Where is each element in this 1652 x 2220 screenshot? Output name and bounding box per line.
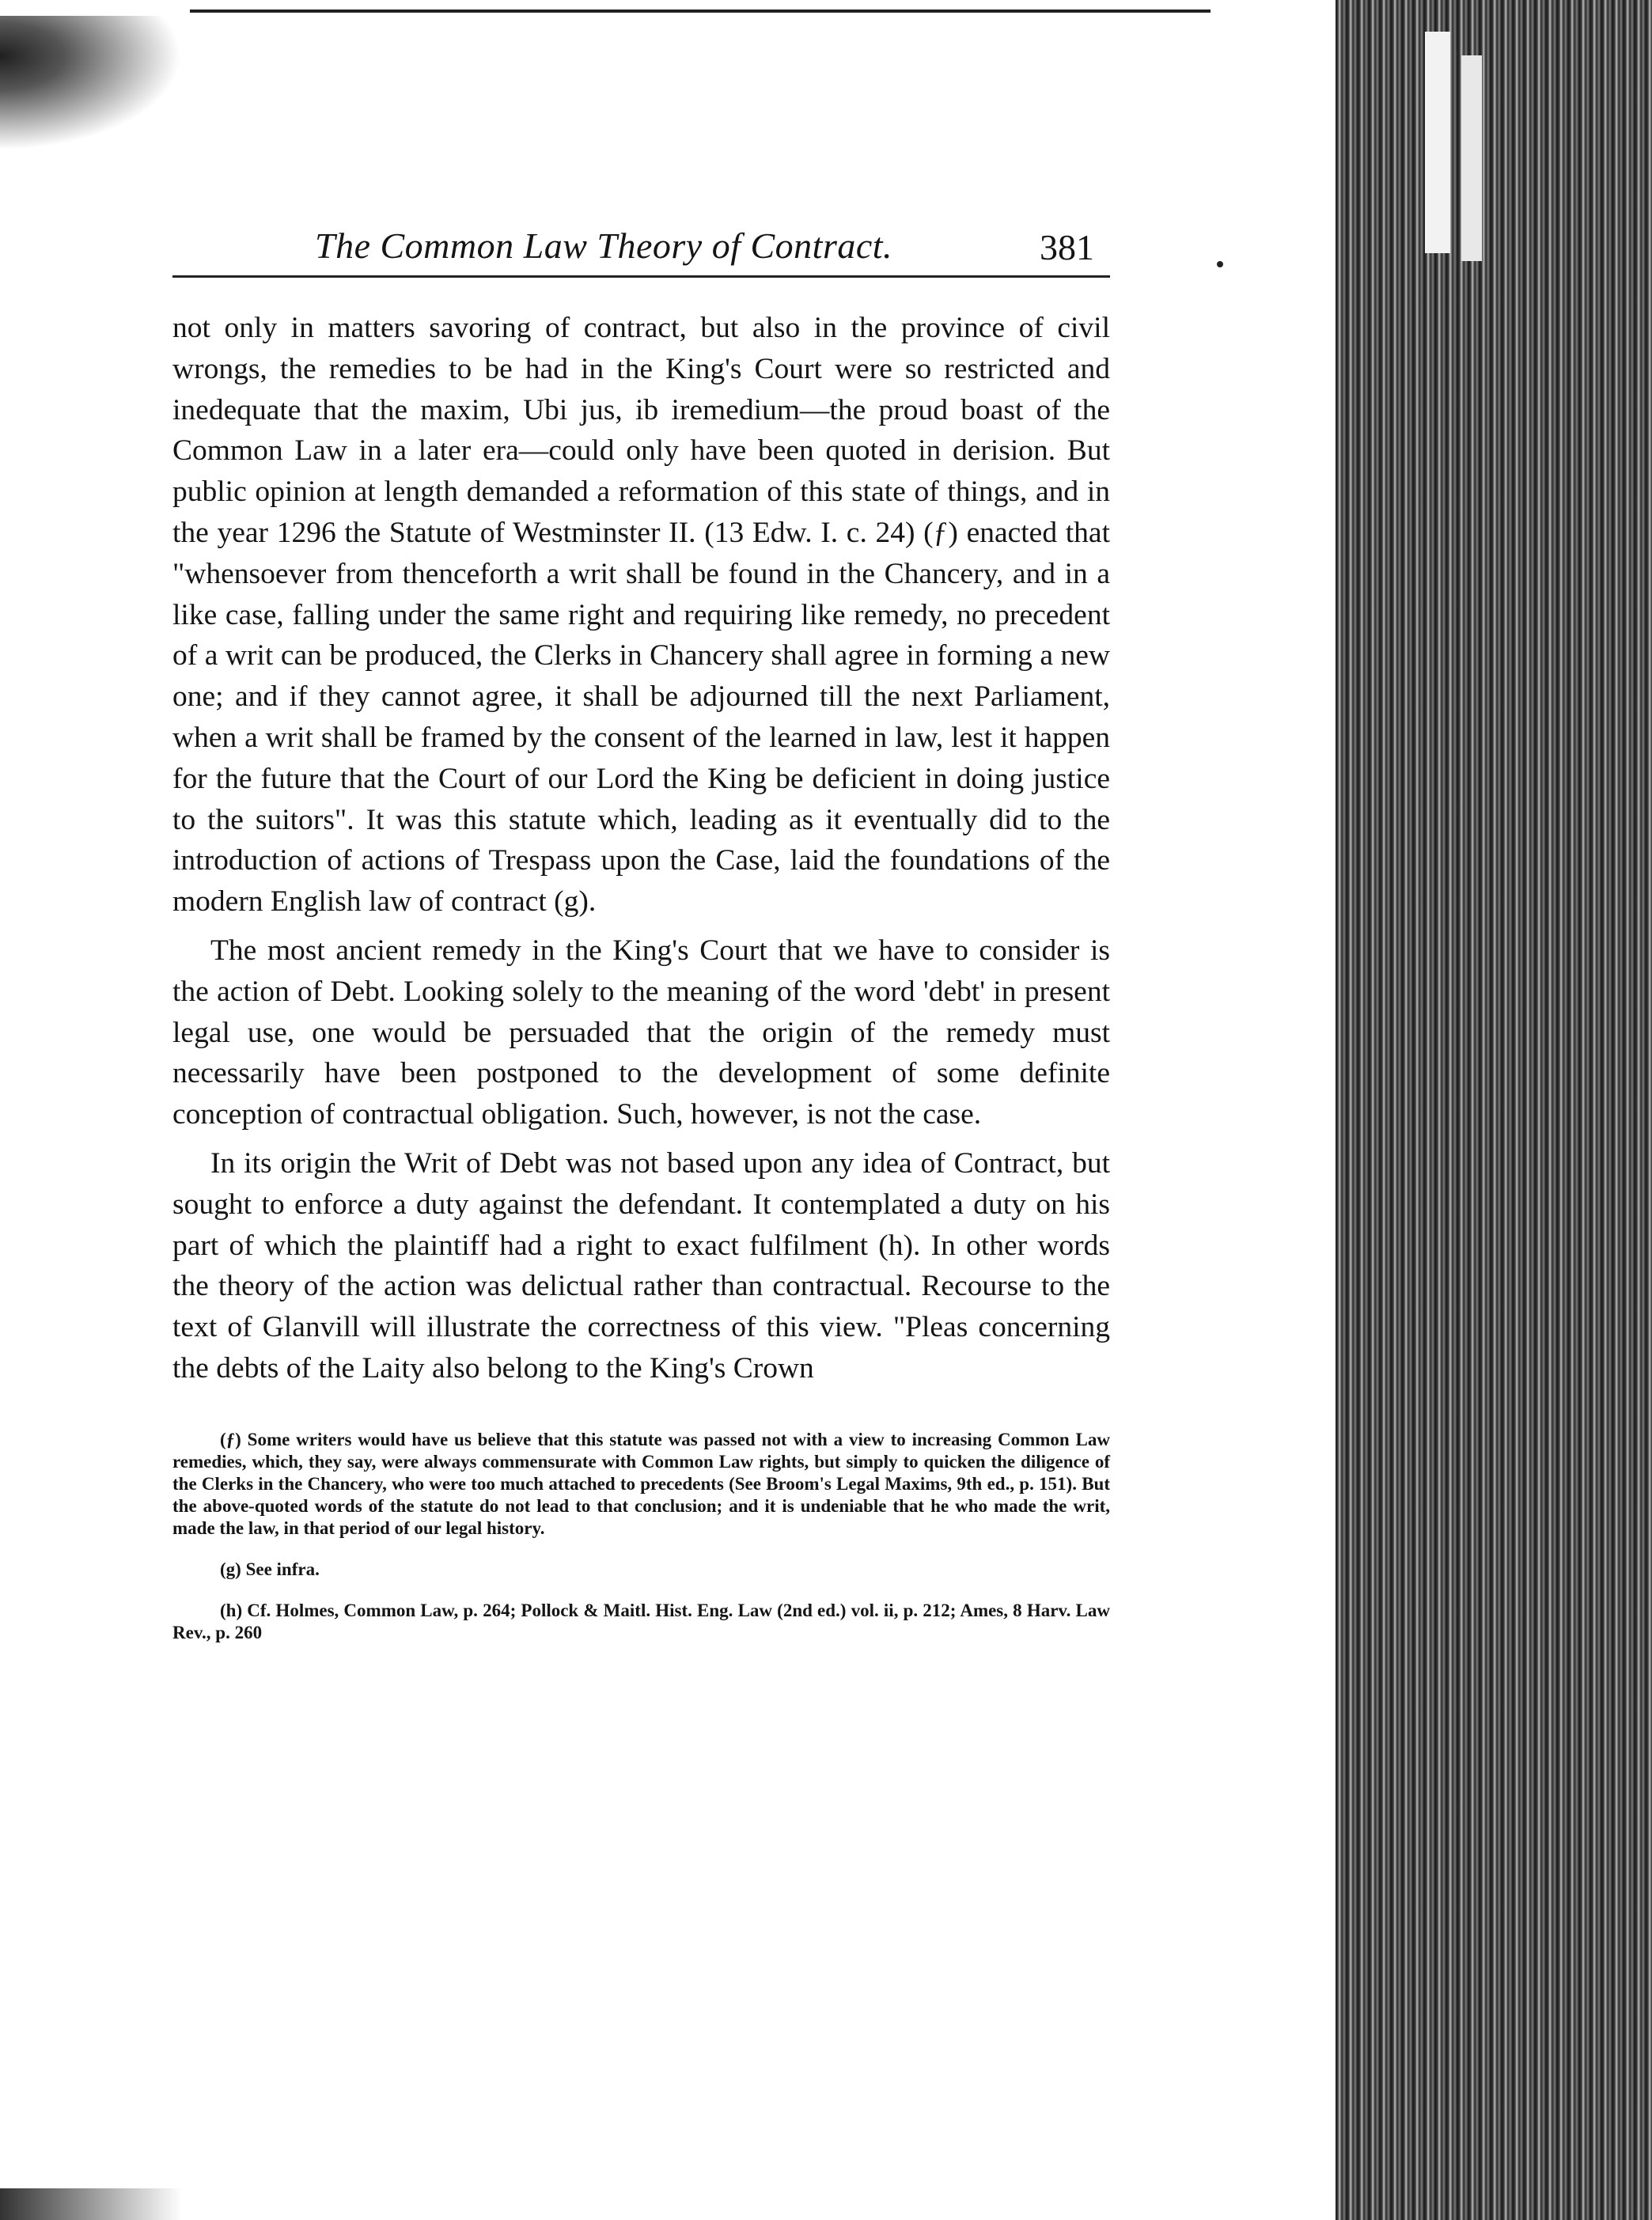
- scan-light-streak: [1425, 32, 1450, 253]
- footnote: (g) See infra.: [220, 1559, 320, 1579]
- body-text: [172, 308, 1110, 1389]
- paragraph: not only in matters savoring of contract, but also in the province of civil wrongs, the remedies to be had in the King's Court were so restricted and inedequate that the maxim, Ubi jus, ib iremedium—the proud boast of the Common Law in a later era—could only have been quoted in derision. But public opinion at length demanded a reformation of this state of things, and in the year 1296 the Statute of Westminster II. (13 Edw. I. c. 24) (ƒ) enacted that "whensoever from thenceforth a writ shall be found in the Chancery, and in a like case, falling under the same right and requiring like remedy, no precedent of a writ can be produced, the Clerks in Chancery shall agree in forming a new one; and if they cannot agree, it shall be adjourned till the next Parliament, when a writ shall be framed by the consent of the learned in law, lest it happen for the future that the Court of our Lord the King be deficient in doing justice to the suitors". It was this statute which, leading as it eventually did to the introduction of actions of Trespass upon the Case, laid the foundations of the modern English law of contract (g).: [172, 312, 1110, 919]
- scan-bottom-shadow: [0, 2188, 182, 2220]
- paragraph: In its origin the Writ of Debt was not based upon any idea of Contract, but sought to enforce a duty against the defendant. It contemplated a duty on his part of which the plaintiff had a right to exact fulfilment (h). In other words the theory of the action was delictual rather than contractual. Recourse to the text of Glanvill will illustrate the correctness of this view. "Pleas concerning the debts of the Laity also belong to the King's Crown: [172, 1146, 1110, 1385]
- scan-top-edge: [190, 9, 1211, 13]
- paragraph: The most ancient remedy in the King's Court that we have to consider is the action of Debt. Looking solely to the meaning of the word 'debt' in present legal use, one would be persuaded that the origin of the remedy must necessarily have been postponed to the development of some definite conception of contractual obligation. Such, however, is not the case.: [172, 934, 1110, 1131]
- footnote: (h) Cf. Holmes, Common Law, p. 264; Pollock & Maitl. Hist. Eng. Law (2nd ed.) vol. ii, p. 212; Ames, 8 Harv. Law Rev., p. 260: [172, 1600, 1110, 1642]
- running-title: The Common Law Theory of Contract.: [315, 225, 893, 266]
- book-page: [172, 214, 1110, 1644]
- page-number: 381: [1040, 227, 1094, 267]
- scan-corner-shadow: [0, 16, 182, 150]
- footnotes: [172, 1429, 1110, 1644]
- footnote: (ƒ) Some writers would have us believe that this statute was passed not with a view to increasing Common Law remedies, which, they say, were always commensurate with Common Law rights, but simply to quicken the diligence of the Clerks in the Chancery, who were too much attached to precedents (See Broom's Legal Maxims, 9th ed., p. 151). But the above-quoted words of the statute do not lead to that conclusion; and it is undeniable that he who made the writ, made the law, in that period of our legal history.: [172, 1429, 1110, 1538]
- scan-binding-edge: [1336, 0, 1652, 2220]
- scan-speck: [1217, 261, 1223, 267]
- running-head: [172, 214, 1110, 278]
- scan-light-streak: [1461, 55, 1482, 261]
